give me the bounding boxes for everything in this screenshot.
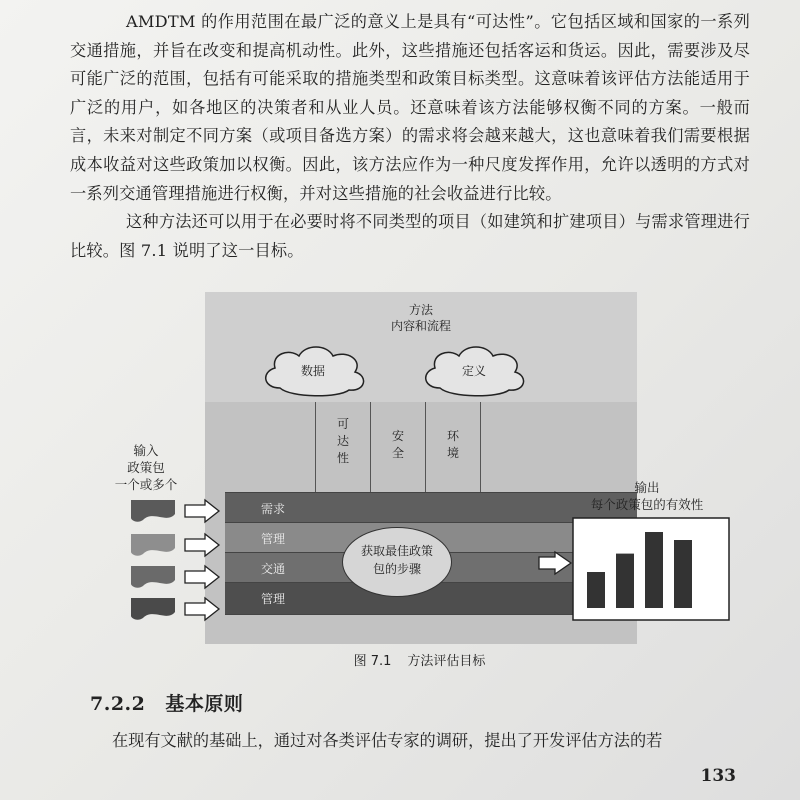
criterion-environment: 环境 [446, 429, 459, 460]
paragraph-1 [70, 8, 750, 208]
method-title: 方法 [408, 303, 433, 317]
input-label-line: 一个或多个 [114, 477, 178, 492]
arrow-right-icon [185, 500, 219, 522]
output-bar [587, 572, 605, 608]
text-line: 以权衡。因此，该方法应作为一种尺度发挥作用，允许以透明的方式对一系列交通 [70, 154, 750, 203]
caption-number: 图 7.1 [353, 654, 392, 669]
section-title: 基本原则 [165, 693, 244, 715]
cloud-label-data: 数据 [301, 364, 326, 378]
text-line: 运。因此，需要涉及尽可能广泛的范围，包括有可能采取的措施类型和政策目标类 [70, 40, 750, 89]
caption-text: 方法评估目标 [407, 654, 486, 669]
page-number: 133 [700, 766, 736, 786]
body-text [70, 8, 750, 265]
policy-package-icon [131, 534, 175, 556]
output-bar [616, 554, 634, 608]
input-label-line: 政策包 [127, 460, 165, 475]
row-label: 需求 [261, 502, 286, 516]
input-arrows [185, 500, 219, 620]
cloud-label-definition: 定义 [462, 364, 487, 378]
policy-package-icon [131, 500, 175, 522]
row-label: 交通 [261, 562, 286, 576]
text-line: 选方案）的需求将会越来越大，这也意味着我们需要根据成本收益对这些政策加 [70, 126, 751, 174]
policy-package-icon [131, 566, 175, 588]
method-subtitle: 内容和流程 [390, 319, 451, 333]
output-label-line: 每个政策包的有效性 [590, 497, 704, 512]
criterion-accessibility: 可达性 [336, 417, 349, 465]
section-heading [90, 689, 243, 716]
figure-caption [87, 650, 752, 669]
text-line: 的一系列交通措施，并旨在改变和提高机动性。此外，这些措施还包括客运和货 [70, 12, 750, 60]
output-bar [674, 540, 692, 608]
policy-package-icon [131, 598, 175, 620]
paragraph-2 [70, 208, 750, 265]
figure-7-1 [87, 282, 752, 672]
arrow-right-icon [185, 598, 219, 620]
row-label: 管理 [261, 592, 286, 606]
text-line: 意味着该方法能够权衡不同的方案。一般而言，未来对制定不同方案（或项目备 [70, 97, 750, 146]
center-label-line: 获取最佳政策 [360, 544, 433, 558]
criterion-safety: 安全 [391, 429, 404, 460]
policy-package-icons [131, 500, 175, 620]
center-label-line: 包的步骤 [372, 562, 421, 576]
text-line: 型。这意味着该评估方法能适用于广泛的用户，如各地区的决策者和从业人员。还 [70, 69, 751, 117]
text-line: 求管理进行比较。图 7.1 说明了这一目标。 [70, 212, 750, 260]
arrow-right-icon [185, 534, 219, 556]
text-line: 管理措施进行权衡，并对这些措施的社会收益进行比较。 [151, 183, 562, 203]
input-label-line: 输入 [133, 443, 159, 458]
row-label: 管理 [261, 532, 286, 546]
text-line: AMDTM 的作用范围在最广泛的意义上是具有“可达性”。它包括区域和国家 [126, 12, 684, 31]
output-label [557, 479, 737, 513]
figure-graphics [87, 282, 752, 672]
section-first-line: 在现有文献的基础上，通过对各类评估专家的调研，提出了开发评估方法的若 [112, 731, 663, 750]
output-bar [645, 532, 663, 608]
output-arrow-icon [539, 552, 571, 574]
output-label-line: 输出 [634, 480, 660, 495]
arrow-right-icon [185, 566, 219, 588]
section-number: 7.2.2 [90, 693, 146, 715]
text-line: 这种方法还可以用于在必要时将不同类型的项目（如建筑和扩建项目）与需 [126, 212, 668, 232]
